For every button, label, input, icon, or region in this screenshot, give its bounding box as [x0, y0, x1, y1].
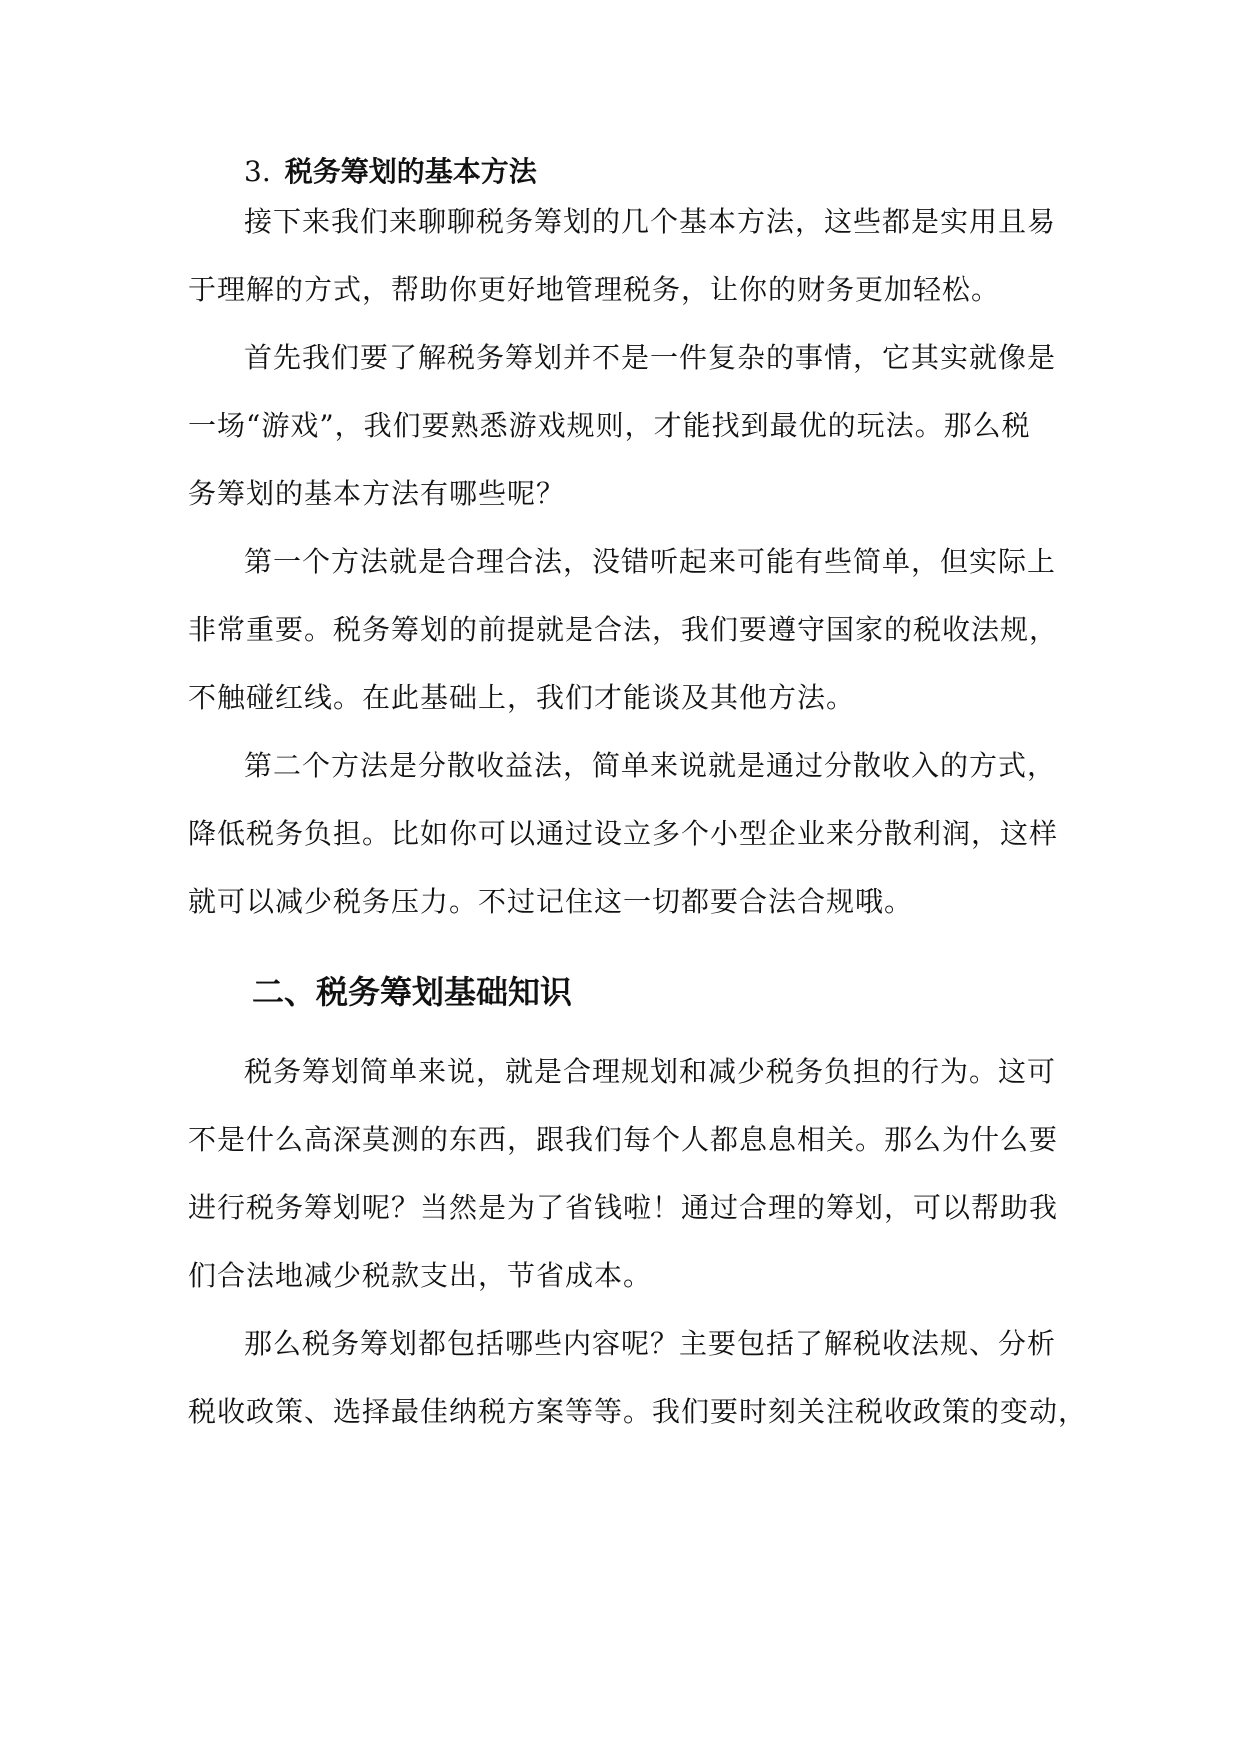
paragraph-line: 一场“游戏”，我们要熟悉游戏规则，才能找到最优的玩法。那么税 — [188, 409, 1031, 442]
paragraph-line: 第一个方法就是合理合法，没错听起来可能有些简单，但实际上 — [244, 545, 1057, 578]
paragraph-line: 进行税务筹划呢？当然是为了省钱啦！通过合理的筹划，可以帮助我 — [188, 1191, 1059, 1224]
paragraph-line: 税务筹划简单来说，就是合理规划和减少税务负担的行为。这可 — [244, 1055, 1057, 1088]
paragraph-line: 务筹划的基本方法有哪些呢？ — [188, 477, 566, 510]
section-heading-2: 二、税务筹划基础知识 — [252, 973, 573, 1011]
paragraph-line: 不触碰红线。在此基础上，我们才能谈及其他方法。 — [188, 681, 856, 714]
paragraph-line: 第二个方法是分散收益法，简单来说就是通过分散收入的方式， — [244, 749, 1057, 782]
paragraph-line: 不是什么高深莫测的东西，跟我们每个人都息息相关。那么为什么要 — [188, 1123, 1059, 1156]
paragraph-line: 那么税务筹划都包括哪些内容呢？主要包括了解税收法规、分析 — [244, 1327, 1057, 1360]
paragraph-line: 税收政策、选择最佳纳税方案等等。我们要时刻关注税收政策的变动， — [188, 1395, 1088, 1428]
paragraph-line: 们合法地减少税款支出，节省成本。 — [188, 1259, 653, 1292]
paragraph-line: 非常重要。税务筹划的前提就是合法，我们要遵守国家的税收法规， — [188, 613, 1059, 646]
paragraph-line: 于理解的方式，帮助你更好地管理税务，让你的财务更加轻松。 — [188, 273, 1001, 306]
paragraph-line: 首先我们要了解税务筹划并不是一件复杂的事情，它其实就像是 — [244, 341, 1057, 374]
paragraph-line: 就可以减少税务压力。不过记住这一切都要合法合规哦。 — [188, 885, 914, 918]
paragraph-line: 接下来我们来聊聊税务筹划的几个基本方法，这些都是实用且易 — [244, 205, 1057, 238]
section-number: 3. — [244, 155, 271, 188]
section-heading-3 — [244, 152, 537, 192]
section-title: 税务筹划的基本方法 — [284, 155, 537, 188]
paragraph-line: 降低税务负担。比如你可以通过设立多个小型企业来分散利润，这样 — [188, 817, 1059, 850]
